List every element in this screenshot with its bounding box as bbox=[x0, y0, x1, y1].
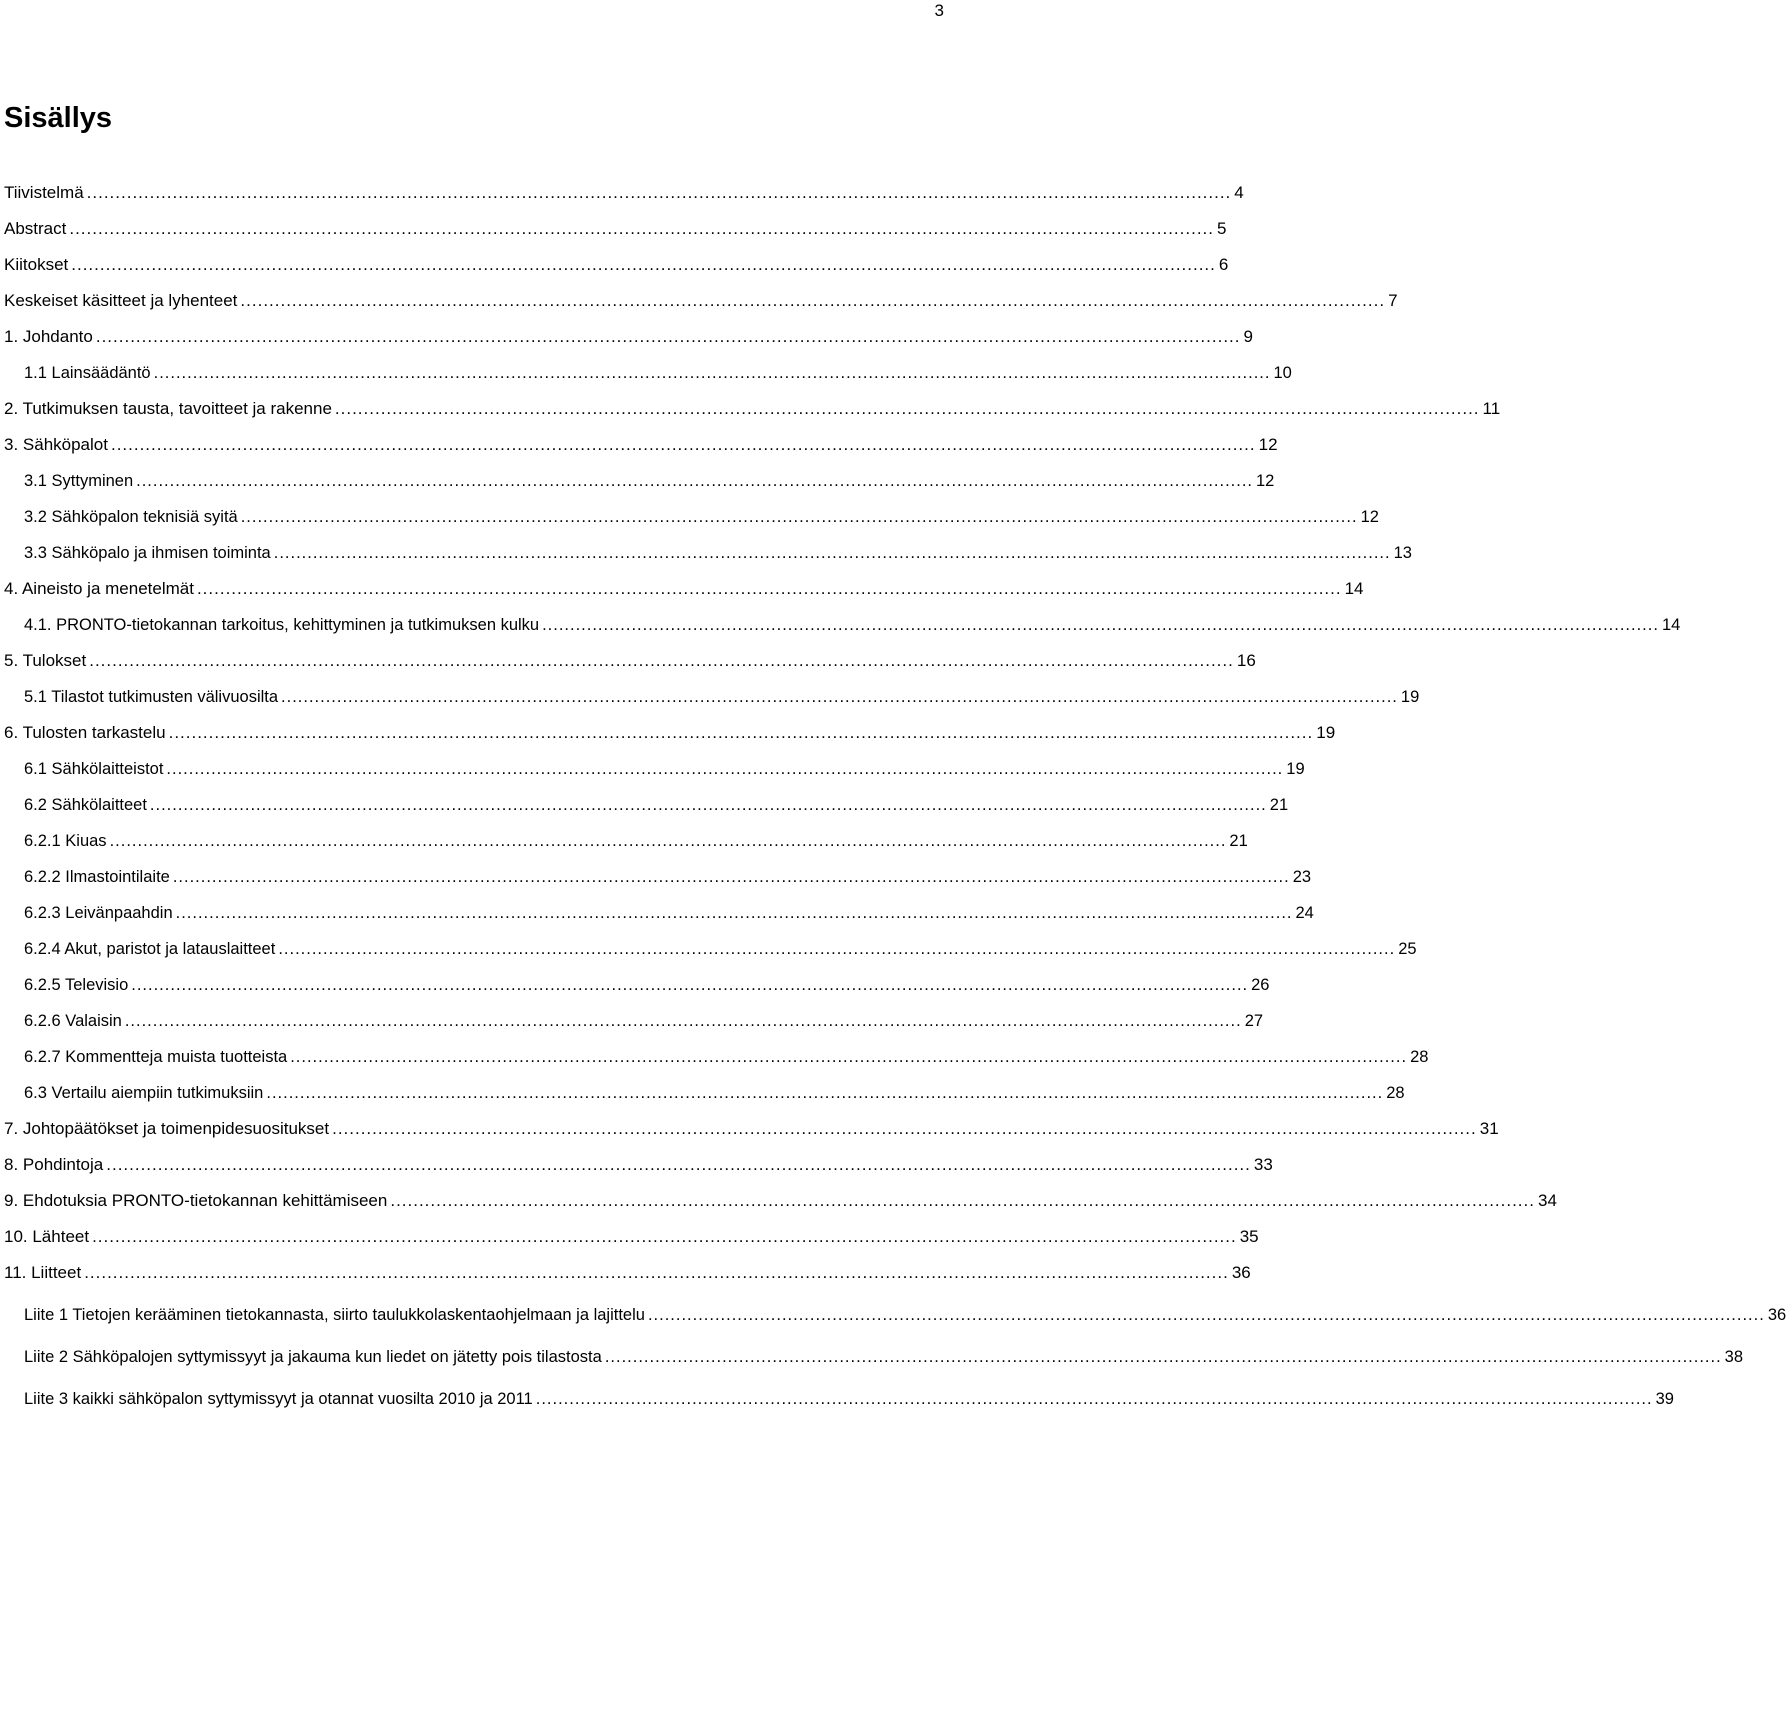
toc-entry-label: Keskeiset käsitteet ja lyhenteet bbox=[4, 291, 238, 310]
toc-entry[interactable] bbox=[4, 1260, 1251, 1286]
toc-entry-label: 9. Ehdotuksia PRONTO-tietokannan kehittämiseen bbox=[4, 1191, 388, 1210]
toc-entry-page-number: 14 bbox=[1344, 579, 1364, 598]
toc-entry-page-number: 9 bbox=[1243, 327, 1253, 346]
toc-entry[interactable] bbox=[24, 828, 1248, 854]
toc-entry-page-number: 28 bbox=[1410, 1048, 1429, 1066]
toc-entry-label: 3.3 Sähköpalo ja ihmisen toiminta bbox=[24, 544, 271, 562]
toc-entry-label: Liite 1 Tietojen kerääminen tietokannasta, siirto taulukkolaskentaohjelmaan ja lajittelu bbox=[24, 1306, 645, 1324]
toc-entry-label: 6. Tulosten tarkastelu bbox=[4, 723, 166, 742]
toc-entry[interactable] bbox=[24, 1302, 1786, 1328]
toc-entry-label: 2. Tutkimuksen tausta, tavoitteet ja rakenne bbox=[4, 399, 332, 418]
toc-entry-page-number: 27 bbox=[1244, 1012, 1264, 1030]
toc-entry-label: 6.2.2 Ilmastointilaite bbox=[24, 868, 170, 886]
toc-entry-page-number: 12 bbox=[1360, 508, 1379, 526]
toc-dot-leader: ........................................................................................................................................................................................................ bbox=[172, 868, 1290, 886]
toc-dot-leader: ........................................................................................................................................................................................................ bbox=[86, 183, 1232, 202]
toc-entry-page-number: 19 bbox=[1286, 760, 1305, 778]
toc-entry-page-number: 26 bbox=[1251, 976, 1270, 994]
toc-entry-label: 5. Tulokset bbox=[4, 651, 87, 670]
toc-entry-label: Tiivistelmä bbox=[4, 183, 84, 202]
toc-dot-leader: ........................................................................................................................................................................................................ bbox=[240, 291, 1386, 310]
toc-entry-label: Abstract bbox=[4, 219, 67, 238]
toc-dot-leader: ........................................................................................................................................................................................................ bbox=[124, 1012, 1242, 1030]
toc-entry-label: 1.1 Lainsäädäntö bbox=[24, 364, 151, 382]
toc-entry[interactable] bbox=[24, 1080, 1405, 1106]
toc-entry[interactable] bbox=[24, 1044, 1429, 1070]
toc-entry-page-number: 12 bbox=[1256, 472, 1275, 490]
toc-dot-leader: ........................................................................................................................................................................................................ bbox=[266, 1084, 1384, 1102]
toc-entry[interactable] bbox=[24, 864, 1312, 890]
toc-dot-leader: ........................................................................................................................................................................................................ bbox=[332, 1119, 1477, 1138]
toc-entry-page-number: 31 bbox=[1479, 1119, 1499, 1138]
toc-entry-page-number: 38 bbox=[1724, 1348, 1744, 1366]
toc-entry-label: 6.3 Vertailu aiempiin tutkimuksiin bbox=[24, 1084, 264, 1102]
toc-entry-label: 6.2.7 Kommentteja muista tuotteista bbox=[24, 1048, 288, 1066]
toc-entry-label: Kiitokset bbox=[4, 255, 69, 274]
toc-entry[interactable] bbox=[24, 756, 1305, 782]
toc-entry[interactable] bbox=[4, 1152, 1273, 1178]
toc-dot-leader: ........................................................................................................................................................................................................ bbox=[95, 327, 1241, 346]
toc-dot-leader: ........................................................................................................................................................................................................ bbox=[92, 1227, 1237, 1246]
toc-dot-leader: ........................................................................................................................................................................................................ bbox=[535, 1390, 1653, 1408]
toc-entry-page-number: 19 bbox=[1316, 723, 1336, 742]
toc-dot-leader: ........................................................................................................................................................................................................ bbox=[196, 579, 1342, 598]
toc-entry[interactable] bbox=[4, 396, 1501, 422]
toc-entry-label: 6.2.5 Televisio bbox=[24, 976, 129, 994]
toc-entry-page-number: 23 bbox=[1292, 868, 1312, 886]
toc-entry-page-number: 24 bbox=[1295, 904, 1314, 922]
toc-entry-page-number: 13 bbox=[1393, 544, 1412, 562]
toc-entry-page-number: 25 bbox=[1398, 940, 1417, 958]
toc-entry-label: 6.2.1 Kiuas bbox=[24, 832, 107, 850]
toc-entry-label: 6.2 Sähkölaitteet bbox=[24, 796, 147, 814]
toc-entry-page-number: 34 bbox=[1537, 1191, 1557, 1210]
toc-entry-page-number: 28 bbox=[1386, 1084, 1405, 1102]
toc-entry-page-number: 5 bbox=[1217, 219, 1227, 238]
page-number: 3 bbox=[934, 1, 944, 20]
toc-entry[interactable] bbox=[4, 180, 1244, 206]
toc-entry-label: Liite 2 Sähköpalojen syttymissyyt ja jakauma kun liedet on jätetty pois tilastosta bbox=[24, 1348, 602, 1366]
toc-entry[interactable] bbox=[4, 1116, 1499, 1142]
toc-entry-label: Liite 3 kaikki sähköpalon syttymissyyt ja otannat vuosilta 2010 ja 2011 bbox=[24, 1390, 533, 1408]
toc-entry-label: 3.1 Syttyminen bbox=[24, 472, 134, 490]
toc-dot-leader: ........................................................................................................................................................................................................ bbox=[136, 472, 1253, 490]
toc-entry[interactable] bbox=[4, 324, 1253, 350]
toc-dot-leader: ........................................................................................................................................................................................................ bbox=[334, 399, 1480, 418]
toc-dot-leader: ........................................................................................................................................................................................................ bbox=[110, 435, 1256, 454]
toc-entry-label: 11. Liitteet bbox=[4, 1263, 82, 1282]
toc-dot-leader: ........................................................................................................................................................................................................ bbox=[278, 940, 1396, 958]
toc-entry[interactable] bbox=[4, 1188, 1557, 1214]
toc-entry[interactable] bbox=[24, 612, 1681, 638]
toc-entry-page-number: 36 bbox=[1231, 1263, 1251, 1282]
toc-dot-leader: ........................................................................................................................................................................................................ bbox=[542, 616, 1659, 634]
toc-entry-label: 4. Aineisto ja menetelmät bbox=[4, 579, 194, 598]
toc-entry[interactable] bbox=[24, 936, 1417, 962]
toc-entry[interactable] bbox=[4, 1224, 1259, 1250]
toc-entry-label: 3.2 Sähköpalon teknisiä syitä bbox=[24, 508, 238, 526]
toc-entry-page-number: 14 bbox=[1661, 616, 1681, 634]
toc-dot-leader: ........................................................................................................................................................................................................ bbox=[84, 1263, 1229, 1282]
toc-entry-page-number: 10 bbox=[1273, 364, 1292, 382]
toc-entry-page-number: 19 bbox=[1400, 688, 1420, 706]
toc-entry-label: 6.1 Sähkölaitteistot bbox=[24, 760, 164, 778]
toc-entry-label: 10. Lähteet bbox=[4, 1227, 90, 1246]
toc-dot-leader: ........................................................................................................................................................................................................ bbox=[390, 1191, 1535, 1210]
toc-entry-label: 6.2.3 Leivänpaahdin bbox=[24, 904, 173, 922]
toc-entry-page-number: 12 bbox=[1258, 435, 1278, 454]
toc-dot-leader: ........................................................................................................................................................................................................ bbox=[153, 364, 1271, 382]
toc-dot-leader: ........................................................................................................................................................................................................ bbox=[281, 688, 1398, 706]
toc-dot-leader: ........................................................................................................................................................................................................ bbox=[71, 255, 1216, 274]
toc-entry-page-number: 39 bbox=[1655, 1390, 1674, 1408]
toc-dot-leader: ........................................................................................................................................................................................................ bbox=[168, 723, 1314, 742]
toc-dot-leader: ........................................................................................................................................................................................................ bbox=[106, 1155, 1251, 1174]
toc-dot-leader: ........................................................................................................................................................................................................ bbox=[166, 760, 1284, 778]
toc-entry[interactable] bbox=[4, 252, 1229, 278]
toc-entry-label: 4.1. PRONTO-tietokannan tarkoitus, kehittyminen ja tutkimuksen kulku bbox=[24, 616, 540, 634]
toc-entry-label: 8. Pohdintoja bbox=[4, 1155, 104, 1174]
toc-entry-page-number: 33 bbox=[1253, 1155, 1273, 1174]
toc-entry[interactable] bbox=[24, 1344, 1744, 1370]
toc-entry-page-number: 7 bbox=[1388, 291, 1398, 310]
toc-entry[interactable] bbox=[24, 504, 1379, 530]
toc-entry-page-number: 21 bbox=[1269, 796, 1289, 814]
toc-dot-leader: ........................................................................................................................................................................................................ bbox=[69, 219, 1214, 238]
toc-entry[interactable] bbox=[4, 648, 1256, 674]
toc-entry[interactable] bbox=[24, 540, 1412, 566]
toc-entry-label: 3. Sähköpalot bbox=[4, 435, 108, 454]
toc-entry-label: 7. Johtopäätökset ja toimenpidesuositukset bbox=[4, 1119, 330, 1138]
toc-entry-label: 1. Johdanto bbox=[4, 327, 93, 346]
toc-entry[interactable] bbox=[24, 1386, 1674, 1412]
toc-entry-page-number: 21 bbox=[1229, 832, 1248, 850]
toc-entry[interactable] bbox=[24, 360, 1292, 386]
toc-entry[interactable] bbox=[24, 684, 1420, 710]
toc-dot-leader: ........................................................................................................................................................................................................ bbox=[149, 796, 1267, 814]
toc-entry-label: 6.2.4 Akut, paristot ja latauslaitteet bbox=[24, 940, 276, 958]
toc-dot-leader: ........................................................................................................................................................................................................ bbox=[604, 1348, 1722, 1366]
page-title: Sisällys bbox=[4, 102, 113, 134]
toc-entry-page-number: 6 bbox=[1218, 255, 1229, 274]
toc-entry-label: 6.2.6 Valaisin bbox=[24, 1012, 122, 1030]
toc-entry-label: 5.1 Tilastot tutkimusten välivuosilta bbox=[24, 688, 279, 706]
toc-entry[interactable] bbox=[24, 792, 1289, 818]
toc-entry-page-number: 4 bbox=[1234, 183, 1244, 202]
toc-dot-leader: ........................................................................................................................................................................................................ bbox=[175, 904, 1293, 922]
toc-dot-leader: ........................................................................................................................................................................................................ bbox=[647, 1306, 1765, 1324]
toc-entry-page-number: 35 bbox=[1239, 1227, 1259, 1246]
toc-dot-leader: ........................................................................................................................................................................................................ bbox=[290, 1048, 1408, 1066]
toc-dot-leader: ........................................................................................................................................................................................................ bbox=[89, 651, 1234, 670]
toc-dot-leader: ........................................................................................................................................................................................................ bbox=[109, 832, 1227, 850]
toc-entry[interactable] bbox=[4, 216, 1227, 242]
toc-entry[interactable] bbox=[4, 432, 1278, 458]
toc-entry-page-number: 16 bbox=[1236, 651, 1256, 670]
toc-entry[interactable] bbox=[24, 900, 1314, 926]
toc-entry-page-number: 11 bbox=[1482, 399, 1501, 418]
toc-dot-leader: ........................................................................................................................................................................................................ bbox=[131, 976, 1249, 994]
toc-entry[interactable] bbox=[24, 1008, 1264, 1034]
toc-entry[interactable] bbox=[4, 720, 1336, 746]
toc-entry[interactable] bbox=[4, 288, 1398, 314]
toc-entry[interactable] bbox=[24, 972, 1270, 998]
toc-entry-page-number: 36 bbox=[1767, 1306, 1786, 1324]
toc-dot-leader: ........................................................................................................................................................................................................ bbox=[273, 544, 1391, 562]
toc-entry[interactable] bbox=[4, 576, 1364, 602]
toc-entry[interactable] bbox=[24, 468, 1275, 494]
toc-dot-leader: ........................................................................................................................................................................................................ bbox=[240, 508, 1358, 526]
